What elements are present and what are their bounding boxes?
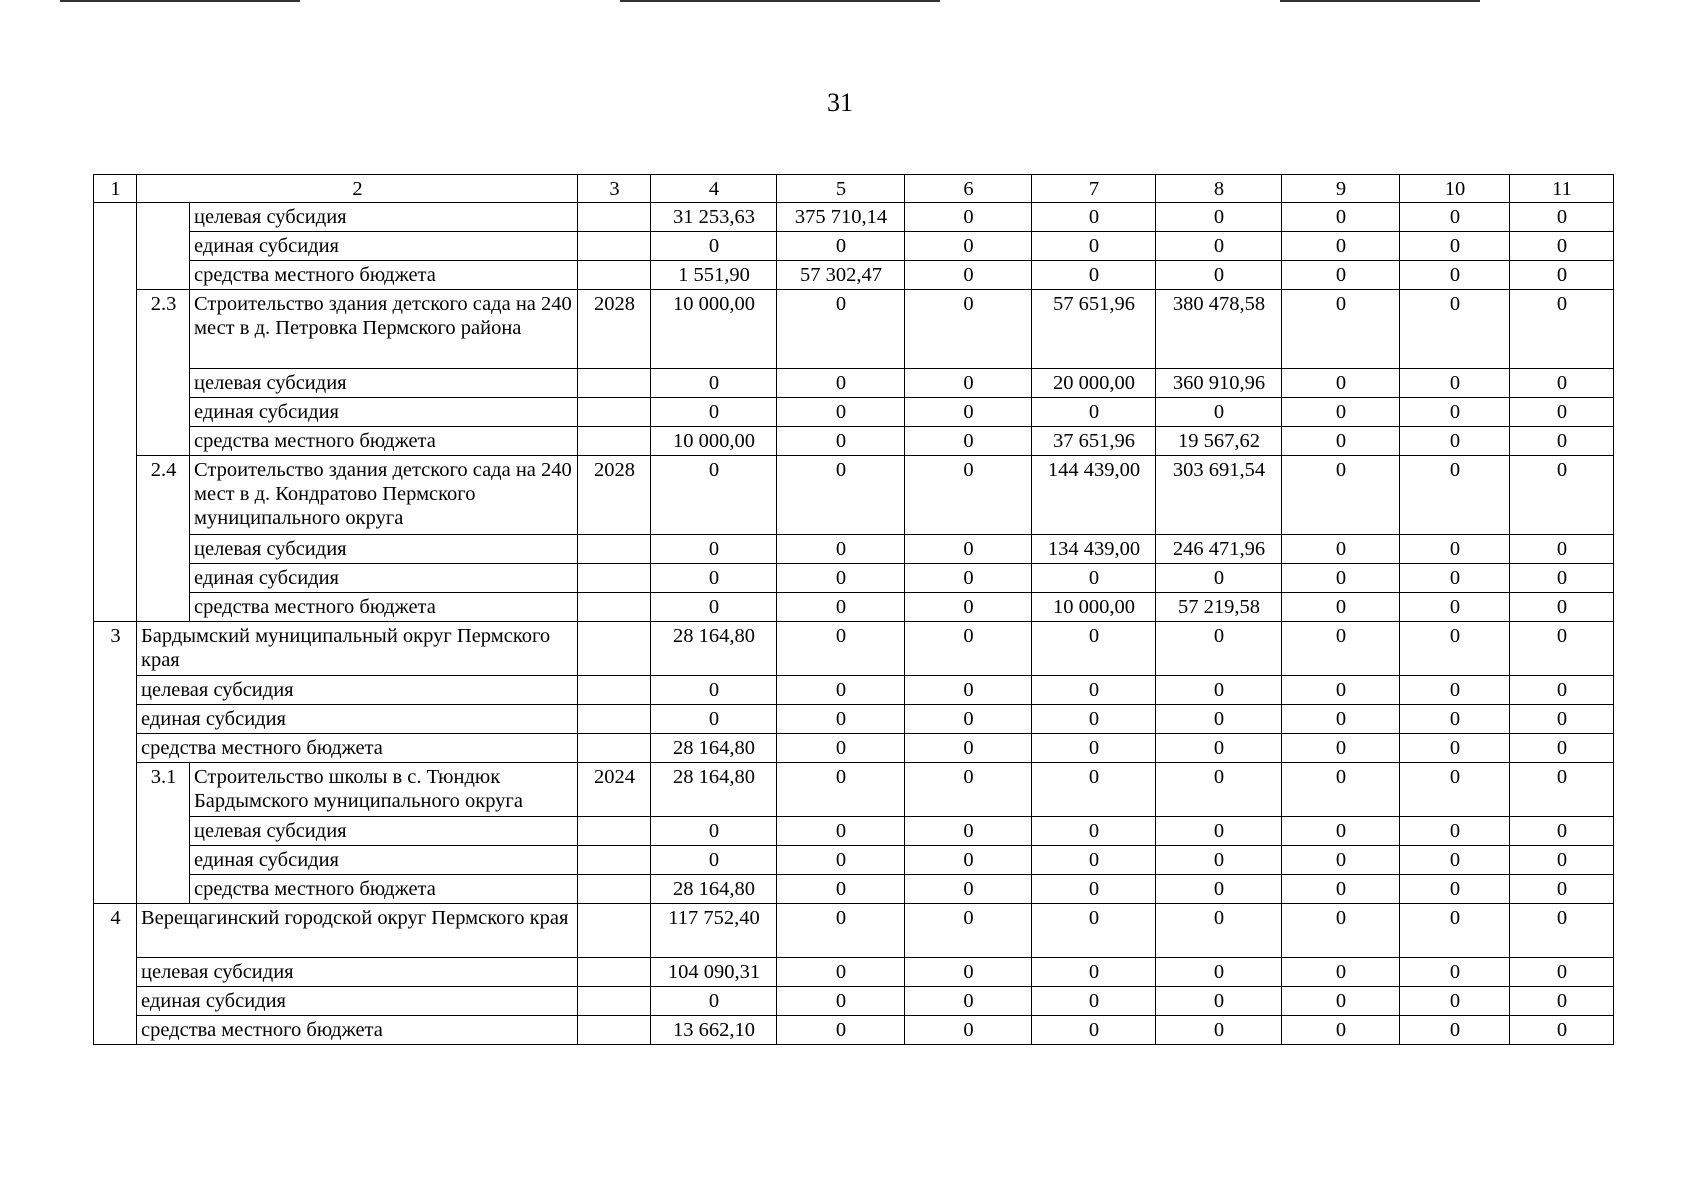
value-cell: 0 (1282, 456, 1400, 535)
value-cell: 0 (1282, 987, 1400, 1016)
row-label: целевая субсидия (137, 676, 578, 705)
header-cell: 3 (578, 175, 651, 203)
row-label: средства местного бюджета (190, 261, 578, 290)
value-cell: 0 (777, 427, 905, 456)
year-cell: 2028 (578, 290, 651, 369)
table-row (94, 622, 1614, 676)
value-cell: 0 (1032, 203, 1156, 232)
value-cell: 0 (1282, 622, 1400, 676)
value-cell: 0 (1282, 369, 1400, 398)
value-cell: 0 (1400, 369, 1510, 398)
year-cell (578, 904, 651, 958)
year-cell (578, 232, 651, 261)
value-cell: 0 (1282, 875, 1400, 904)
value-cell: 0 (1510, 593, 1614, 622)
value-cell: 0 (905, 846, 1032, 875)
header-cell: 7 (1032, 175, 1156, 203)
value-cell: 0 (1156, 1016, 1282, 1045)
value-cell: 10 000,00 (651, 427, 777, 456)
value-cell: 37 651,96 (1032, 427, 1156, 456)
value-cell: 0 (1282, 232, 1400, 261)
district-name: Бардымский муниципальный округ Пермского края (137, 622, 578, 676)
value-cell: 0 (651, 705, 777, 734)
value-cell: 0 (905, 705, 1032, 734)
value-cell: 0 (1400, 593, 1510, 622)
table-row (94, 535, 1614, 564)
value-cell: 0 (777, 232, 905, 261)
value-cell: 0 (905, 398, 1032, 427)
value-cell: 0 (1282, 535, 1400, 564)
value-cell: 0 (905, 817, 1032, 846)
value-cell: 0 (1400, 904, 1510, 958)
value-cell: 0 (1032, 734, 1156, 763)
value-cell: 0 (1510, 1016, 1614, 1045)
value-cell: 0 (905, 261, 1032, 290)
table-row (94, 593, 1614, 622)
value-cell: 0 (1032, 904, 1156, 958)
value-cell: 0 (1400, 987, 1510, 1016)
value-cell: 0 (1156, 564, 1282, 593)
page-number: 31 (827, 88, 853, 117)
value-cell: 0 (1510, 398, 1614, 427)
value-cell: 0 (777, 676, 905, 705)
value-cell: 0 (1282, 705, 1400, 734)
value-cell: 13 662,10 (651, 1016, 777, 1045)
value-cell: 0 (651, 593, 777, 622)
row-label: целевая субсидия (190, 369, 578, 398)
value-cell: 246 471,96 (1156, 535, 1282, 564)
value-cell: 0 (1156, 904, 1282, 958)
value-cell: 0 (1400, 564, 1510, 593)
value-cell: 0 (777, 817, 905, 846)
row-label: средства местного бюджета (190, 593, 578, 622)
row-label: целевая субсидия (137, 958, 578, 987)
table-row (94, 456, 1614, 535)
value-cell: 0 (651, 456, 777, 535)
header-cell: 9 (1282, 175, 1400, 203)
value-cell: 0 (1282, 427, 1400, 456)
value-cell: 0 (905, 232, 1032, 261)
year-cell (578, 987, 651, 1016)
value-cell: 0 (1400, 398, 1510, 427)
year-cell (578, 676, 651, 705)
value-cell: 57 219,58 (1156, 593, 1282, 622)
value-cell: 0 (1510, 535, 1614, 564)
value-cell: 28 164,80 (651, 875, 777, 904)
value-cell: 0 (1400, 456, 1510, 535)
year-cell (578, 593, 651, 622)
value-cell: 0 (1510, 369, 1614, 398)
value-cell: 0 (777, 290, 905, 369)
district-name: Верещагинский городской округ Пермского края (137, 904, 578, 958)
value-cell: 0 (1510, 904, 1614, 958)
scan-edge-mark (620, 0, 940, 2)
table-row (94, 734, 1614, 763)
table-row (94, 763, 1614, 817)
year-cell: 2028 (578, 456, 651, 535)
value-cell: 0 (1282, 290, 1400, 369)
table-row (94, 369, 1614, 398)
row-label: единая субсидия (190, 232, 578, 261)
year-cell (578, 369, 651, 398)
value-cell: 0 (1032, 232, 1156, 261)
subsection-number: 2.3 (137, 290, 190, 456)
table-row (94, 846, 1614, 875)
value-cell: 0 (1032, 763, 1156, 817)
value-cell: 0 (1156, 958, 1282, 987)
value-cell: 0 (1400, 290, 1510, 369)
value-cell: 0 (1282, 1016, 1400, 1045)
value-cell: 0 (1400, 676, 1510, 705)
value-cell: 0 (1510, 290, 1614, 369)
value-cell: 0 (1156, 622, 1282, 676)
value-cell: 0 (1510, 958, 1614, 987)
row-label: единая субсидия (190, 398, 578, 427)
table-row (94, 290, 1614, 369)
table-row (94, 958, 1614, 987)
value-cell: 0 (905, 904, 1032, 958)
year-cell (578, 875, 651, 904)
value-cell: 0 (777, 958, 905, 987)
header-cell: 4 (651, 175, 777, 203)
value-cell: 0 (1400, 763, 1510, 817)
value-cell: 0 (1400, 622, 1510, 676)
table-row (94, 261, 1614, 290)
value-cell: 0 (777, 734, 905, 763)
value-cell: 0 (905, 875, 1032, 904)
value-cell: 0 (651, 535, 777, 564)
header-cell: 8 (1156, 175, 1282, 203)
value-cell: 0 (1510, 232, 1614, 261)
value-cell: 0 (777, 705, 905, 734)
value-cell: 0 (1156, 705, 1282, 734)
value-cell: 0 (905, 427, 1032, 456)
row-label: единая субсидия (137, 987, 578, 1016)
value-cell: 0 (1282, 261, 1400, 290)
year-cell (578, 846, 651, 875)
subsection-number: 2.4 (137, 456, 190, 622)
year-cell (578, 622, 651, 676)
header-cell: 5 (777, 175, 905, 203)
value-cell: 0 (777, 535, 905, 564)
value-cell: 0 (1156, 734, 1282, 763)
value-cell: 0 (1032, 875, 1156, 904)
value-cell: 0 (1156, 817, 1282, 846)
year-cell (578, 817, 651, 846)
subsection-number (137, 203, 190, 290)
header-cell: 1 (94, 175, 137, 203)
value-cell: 0 (1510, 676, 1614, 705)
row-label: средства местного бюджета (137, 1016, 578, 1045)
header-cell: 11 (1510, 175, 1614, 203)
value-cell: 0 (1510, 846, 1614, 875)
table-row (94, 987, 1614, 1016)
value-cell: 0 (651, 564, 777, 593)
value-cell: 28 164,80 (651, 763, 777, 817)
table-row (94, 232, 1614, 261)
value-cell: 0 (651, 676, 777, 705)
value-cell: 0 (905, 676, 1032, 705)
table-row (94, 1016, 1614, 1045)
value-cell: 0 (1032, 705, 1156, 734)
value-cell: 0 (1032, 817, 1156, 846)
table-row (94, 564, 1614, 593)
value-cell: 0 (1510, 564, 1614, 593)
row-label: единая субсидия (190, 564, 578, 593)
value-cell: 0 (1400, 232, 1510, 261)
year-cell (578, 958, 651, 987)
value-cell: 0 (1510, 705, 1614, 734)
value-cell: 1 551,90 (651, 261, 777, 290)
value-cell: 375 710,14 (777, 203, 905, 232)
value-cell: 0 (777, 763, 905, 817)
row-label: целевая субсидия (190, 817, 578, 846)
value-cell: 0 (905, 622, 1032, 676)
section-number: 3 (94, 622, 137, 904)
subsection-number: 3.1 (137, 763, 190, 904)
table-row (94, 676, 1614, 705)
value-cell: 0 (1282, 593, 1400, 622)
value-cell: 0 (905, 987, 1032, 1016)
value-cell: 0 (1510, 261, 1614, 290)
value-cell: 0 (1510, 734, 1614, 763)
value-cell: 0 (1400, 535, 1510, 564)
value-cell: 0 (1282, 203, 1400, 232)
table-row (94, 398, 1614, 427)
project-name: Строительство здания детского сада на 240 мест в д. Петровка Пермского района (190, 290, 578, 369)
row-label: единая субсидия (137, 705, 578, 734)
section-number: 4 (94, 904, 137, 1045)
value-cell: 31 253,63 (651, 203, 777, 232)
value-cell: 0 (905, 763, 1032, 817)
budget-table (93, 174, 1614, 1045)
scan-edge-mark (60, 0, 300, 2)
year-cell (578, 705, 651, 734)
value-cell: 0 (1510, 203, 1614, 232)
table-row (94, 203, 1614, 232)
scan-edge-mark (1280, 0, 1480, 2)
year-cell (578, 535, 651, 564)
value-cell: 0 (1282, 763, 1400, 817)
value-cell: 0 (651, 987, 777, 1016)
value-cell: 19 567,62 (1156, 427, 1282, 456)
value-cell: 0 (1282, 564, 1400, 593)
value-cell: 0 (1510, 987, 1614, 1016)
value-cell: 0 (777, 875, 905, 904)
value-cell: 0 (1156, 846, 1282, 875)
value-cell: 0 (777, 564, 905, 593)
row-label: средства местного бюджета (190, 875, 578, 904)
value-cell: 0 (1282, 817, 1400, 846)
value-cell: 20 000,00 (1032, 369, 1156, 398)
header-cell: 6 (905, 175, 1032, 203)
value-cell: 0 (905, 290, 1032, 369)
table-row (94, 705, 1614, 734)
column-number-row (94, 175, 1614, 203)
table-row (94, 427, 1614, 456)
value-cell: 0 (777, 369, 905, 398)
header-cell: 10 (1400, 175, 1510, 203)
value-cell: 0 (1510, 427, 1614, 456)
value-cell: 0 (1156, 398, 1282, 427)
value-cell: 0 (777, 987, 905, 1016)
row-label: целевая субсидия (190, 203, 578, 232)
value-cell: 0 (905, 456, 1032, 535)
value-cell: 0 (651, 817, 777, 846)
value-cell: 0 (1032, 398, 1156, 427)
value-cell: 0 (651, 232, 777, 261)
value-cell: 0 (651, 369, 777, 398)
value-cell: 0 (1400, 875, 1510, 904)
row-label: средства местного бюджета (137, 734, 578, 763)
value-cell: 0 (1400, 427, 1510, 456)
value-cell: 0 (1400, 817, 1510, 846)
year-cell (578, 398, 651, 427)
table-row (94, 904, 1614, 958)
value-cell: 0 (1282, 958, 1400, 987)
value-cell: 0 (1400, 203, 1510, 232)
value-cell: 0 (777, 622, 905, 676)
value-cell: 0 (1156, 232, 1282, 261)
value-cell: 0 (777, 1016, 905, 1045)
year-cell (578, 427, 651, 456)
value-cell: 0 (1282, 676, 1400, 705)
value-cell: 144 439,00 (1032, 456, 1156, 535)
row-label: целевая субсидия (190, 535, 578, 564)
table-row (94, 875, 1614, 904)
value-cell: 0 (1032, 846, 1156, 875)
value-cell: 0 (1032, 958, 1156, 987)
value-cell: 0 (1156, 763, 1282, 817)
year-cell (578, 734, 651, 763)
value-cell: 0 (651, 846, 777, 875)
value-cell: 0 (1400, 734, 1510, 763)
value-cell: 57 302,47 (777, 261, 905, 290)
value-cell: 0 (905, 593, 1032, 622)
value-cell: 0 (651, 398, 777, 427)
table-row (94, 817, 1614, 846)
value-cell: 0 (1156, 875, 1282, 904)
value-cell: 0 (1510, 763, 1614, 817)
value-cell: 0 (1510, 622, 1614, 676)
year-cell (578, 203, 651, 232)
value-cell: 0 (1282, 398, 1400, 427)
value-cell: 0 (905, 203, 1032, 232)
row-label: средства местного бюджета (190, 427, 578, 456)
value-cell: 0 (1282, 846, 1400, 875)
value-cell: 303 691,54 (1156, 456, 1282, 535)
value-cell: 10 000,00 (1032, 593, 1156, 622)
value-cell: 0 (1032, 622, 1156, 676)
value-cell: 57 651,96 (1032, 290, 1156, 369)
value-cell: 28 164,80 (651, 622, 777, 676)
value-cell: 0 (905, 535, 1032, 564)
value-cell: 134 439,00 (1032, 535, 1156, 564)
project-name: Строительство здания детского сада на 240 мест в д. Кондратово Пермского муниципального округа (190, 456, 578, 535)
value-cell: 0 (905, 369, 1032, 398)
value-cell: 0 (777, 904, 905, 958)
value-cell: 0 (1282, 904, 1400, 958)
value-cell: 0 (777, 593, 905, 622)
value-cell: 104 090,31 (651, 958, 777, 987)
value-cell: 0 (1032, 564, 1156, 593)
value-cell: 0 (1282, 734, 1400, 763)
value-cell: 360 910,96 (1156, 369, 1282, 398)
value-cell: 0 (1400, 705, 1510, 734)
value-cell: 0 (1400, 261, 1510, 290)
value-cell: 380 478,58 (1156, 290, 1282, 369)
value-cell: 0 (1400, 1016, 1510, 1045)
value-cell: 0 (905, 564, 1032, 593)
value-cell: 0 (1400, 846, 1510, 875)
value-cell: 117 752,40 (651, 904, 777, 958)
year-cell (578, 261, 651, 290)
value-cell: 0 (1510, 817, 1614, 846)
value-cell: 0 (905, 958, 1032, 987)
value-cell: 28 164,80 (651, 734, 777, 763)
value-cell: 0 (905, 734, 1032, 763)
year-cell: 2024 (578, 763, 651, 817)
value-cell: 0 (1156, 987, 1282, 1016)
value-cell: 0 (1156, 203, 1282, 232)
year-cell (578, 1016, 651, 1045)
value-cell: 0 (777, 398, 905, 427)
value-cell: 0 (1032, 261, 1156, 290)
year-cell (578, 564, 651, 593)
value-cell: 0 (1510, 875, 1614, 904)
value-cell: 0 (777, 456, 905, 535)
value-cell: 0 (1032, 676, 1156, 705)
value-cell: 0 (1510, 456, 1614, 535)
value-cell: 0 (1156, 676, 1282, 705)
project-name: Строительство школы в с. Тюндюк Бардымского муниципального округа (190, 763, 578, 817)
value-cell: 0 (1032, 987, 1156, 1016)
row-label: единая субсидия (190, 846, 578, 875)
header-cell: 2 (137, 175, 578, 203)
value-cell: 10 000,00 (651, 290, 777, 369)
value-cell: 0 (1156, 261, 1282, 290)
section-number (94, 203, 137, 622)
value-cell: 0 (1400, 958, 1510, 987)
value-cell: 0 (905, 1016, 1032, 1045)
value-cell: 0 (1032, 1016, 1156, 1045)
value-cell: 0 (777, 846, 905, 875)
